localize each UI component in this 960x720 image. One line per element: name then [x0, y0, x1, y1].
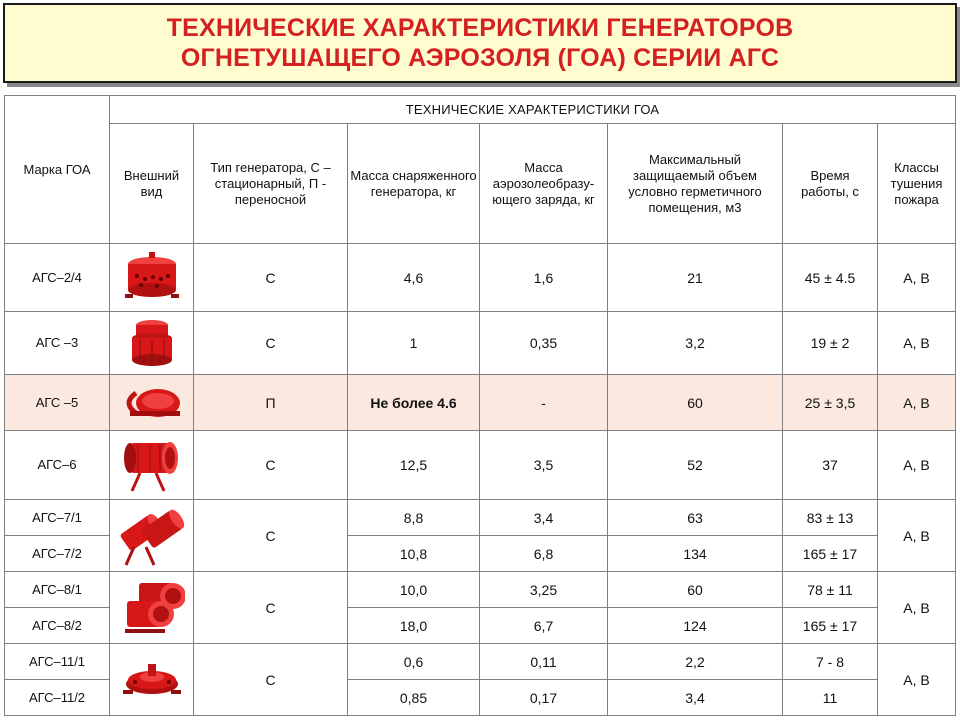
table-row — [5, 244, 956, 312]
appearance-cell — [110, 312, 194, 375]
brand-cell: АГС–8/2 — [5, 608, 110, 644]
volume-cell: 124 — [608, 608, 783, 644]
brand-cell: АГС –5 — [5, 375, 110, 431]
brand-cell: АГС –3 — [5, 312, 110, 375]
time-cell: 25 ± 3,5 — [783, 375, 878, 431]
time-cell: 19 ± 2 — [783, 312, 878, 375]
brand-cell: АГС–6 — [5, 431, 110, 500]
time-cell: 45 ± 4.5 — [783, 244, 878, 312]
type-cell: С — [194, 644, 348, 716]
volume-cell: 2,2 — [608, 644, 783, 680]
brand-cell: АГС–7/2 — [5, 536, 110, 572]
appearance-cell — [110, 375, 194, 431]
brand-cell: АГС–11/1 — [5, 644, 110, 680]
generator-ags-8-icon — [119, 575, 185, 641]
mass-generator-cell: 12,5 — [348, 431, 480, 500]
brand-cell: АГС–8/1 — [5, 572, 110, 608]
type-cell: С — [194, 312, 348, 375]
appearance-cell — [110, 500, 194, 572]
header-mass-generator: Масса снаряженного генератора, кг — [348, 124, 480, 244]
mass-generator-cell: 10,0 — [348, 572, 480, 608]
mass-charge-cell: 6,7 — [480, 608, 608, 644]
generator-ags-6-icon — [120, 435, 184, 495]
classes-cell: А, В — [878, 431, 956, 500]
header-mass-charge: Масса аэрозолеобразу-ющего заряда, кг — [480, 124, 608, 244]
header-volume: Максимальный защищаемый объем условно герметичного помещения, м3 — [608, 124, 783, 244]
time-cell: 165 ± 17 — [783, 608, 878, 644]
header-time: Время работы, с — [783, 124, 878, 244]
volume-cell: 3,4 — [608, 680, 783, 716]
time-cell: 7 - 8 — [783, 644, 878, 680]
mass-generator-cell: 1 — [348, 312, 480, 375]
type-cell: С — [194, 431, 348, 500]
volume-cell: 63 — [608, 500, 783, 536]
classes-cell: А, В — [878, 500, 956, 572]
volume-cell: 3,2 — [608, 312, 783, 375]
volume-cell: 52 — [608, 431, 783, 500]
header-type: Тип генератора, С – стационарный, П - переносной — [194, 124, 348, 244]
volume-cell: 60 — [608, 572, 783, 608]
generator-ags-2-4-icon — [121, 250, 183, 306]
time-cell: 11 — [783, 680, 878, 716]
classes-cell: А, В — [878, 244, 956, 312]
generator-ags-3-icon — [126, 316, 178, 370]
header-group-title: ТЕХНИЧЕСКИЕ ХАРАКТЕРИСТИКИ ГОА — [110, 96, 956, 124]
mass-generator-cell: Не более 4.6 — [348, 375, 480, 431]
header-classes: Классы тушения пожара — [878, 124, 956, 244]
mass-generator-cell: 10,8 — [348, 536, 480, 572]
header-row-group — [5, 96, 956, 124]
time-cell: 83 ± 13 — [783, 500, 878, 536]
title-line-2: ОГНЕТУШАЩЕГО АЭРОЗОЛЯ (ГОА) СЕРИИ АГС — [180, 44, 780, 72]
title-line-1: ТЕХНИЧЕСКИЕ ХАРАКТЕРИСТИКИ ГЕНЕРАТОРОВ — [166, 14, 794, 42]
mass-charge-cell: 1,6 — [480, 244, 608, 312]
table-row — [5, 644, 956, 680]
classes-cell: А, В — [878, 644, 956, 716]
classes-cell: А, В — [878, 312, 956, 375]
mass-charge-cell: 0,11 — [480, 644, 608, 680]
volume-cell: 21 — [608, 244, 783, 312]
mass-generator-cell: 18,0 — [348, 608, 480, 644]
brand-cell: АГС–2/4 — [5, 244, 110, 312]
header-row-columns — [5, 124, 956, 244]
table-row-highlighted — [5, 375, 956, 431]
brand-cell: АГС–11/2 — [5, 680, 110, 716]
mass-generator-cell: 8,8 — [348, 500, 480, 536]
time-cell: 37 — [783, 431, 878, 500]
spec-table — [4, 95, 956, 716]
header-brand: Марка ГОА — [5, 96, 110, 244]
header-appearance: Внешний вид — [110, 124, 194, 244]
type-cell: С — [194, 500, 348, 572]
classes-cell: А, В — [878, 375, 956, 431]
time-cell: 165 ± 17 — [783, 536, 878, 572]
mass-charge-cell: - — [480, 375, 608, 431]
table-row — [5, 431, 956, 500]
volume-cell: 134 — [608, 536, 783, 572]
appearance-cell — [110, 244, 194, 312]
type-cell: П — [194, 375, 348, 431]
table-row — [5, 312, 956, 375]
mass-generator-cell: 0,85 — [348, 680, 480, 716]
table-row — [5, 500, 956, 536]
mass-charge-cell: 0,17 — [480, 680, 608, 716]
classes-cell: А, В — [878, 572, 956, 644]
mass-charge-cell: 6,8 — [480, 536, 608, 572]
appearance-cell — [110, 644, 194, 716]
mass-generator-cell: 4,6 — [348, 244, 480, 312]
type-cell: С — [194, 244, 348, 312]
mass-charge-cell: 3,25 — [480, 572, 608, 608]
appearance-cell — [110, 431, 194, 500]
mass-charge-cell: 3,5 — [480, 431, 608, 500]
title-banner — [3, 3, 957, 83]
mass-generator-cell: 0,6 — [348, 644, 480, 680]
generator-ags-11-icon — [121, 658, 183, 702]
mass-charge-cell: 3,4 — [480, 500, 608, 536]
mass-charge-cell: 0,35 — [480, 312, 608, 375]
volume-cell: 60 — [608, 375, 783, 431]
generator-ags-7-icon — [116, 503, 188, 569]
appearance-cell — [110, 572, 194, 644]
generator-ags-5-icon — [118, 381, 186, 425]
time-cell: 78 ± 11 — [783, 572, 878, 608]
table-row — [5, 572, 956, 608]
brand-cell: АГС–7/1 — [5, 500, 110, 536]
type-cell: С — [194, 572, 348, 644]
